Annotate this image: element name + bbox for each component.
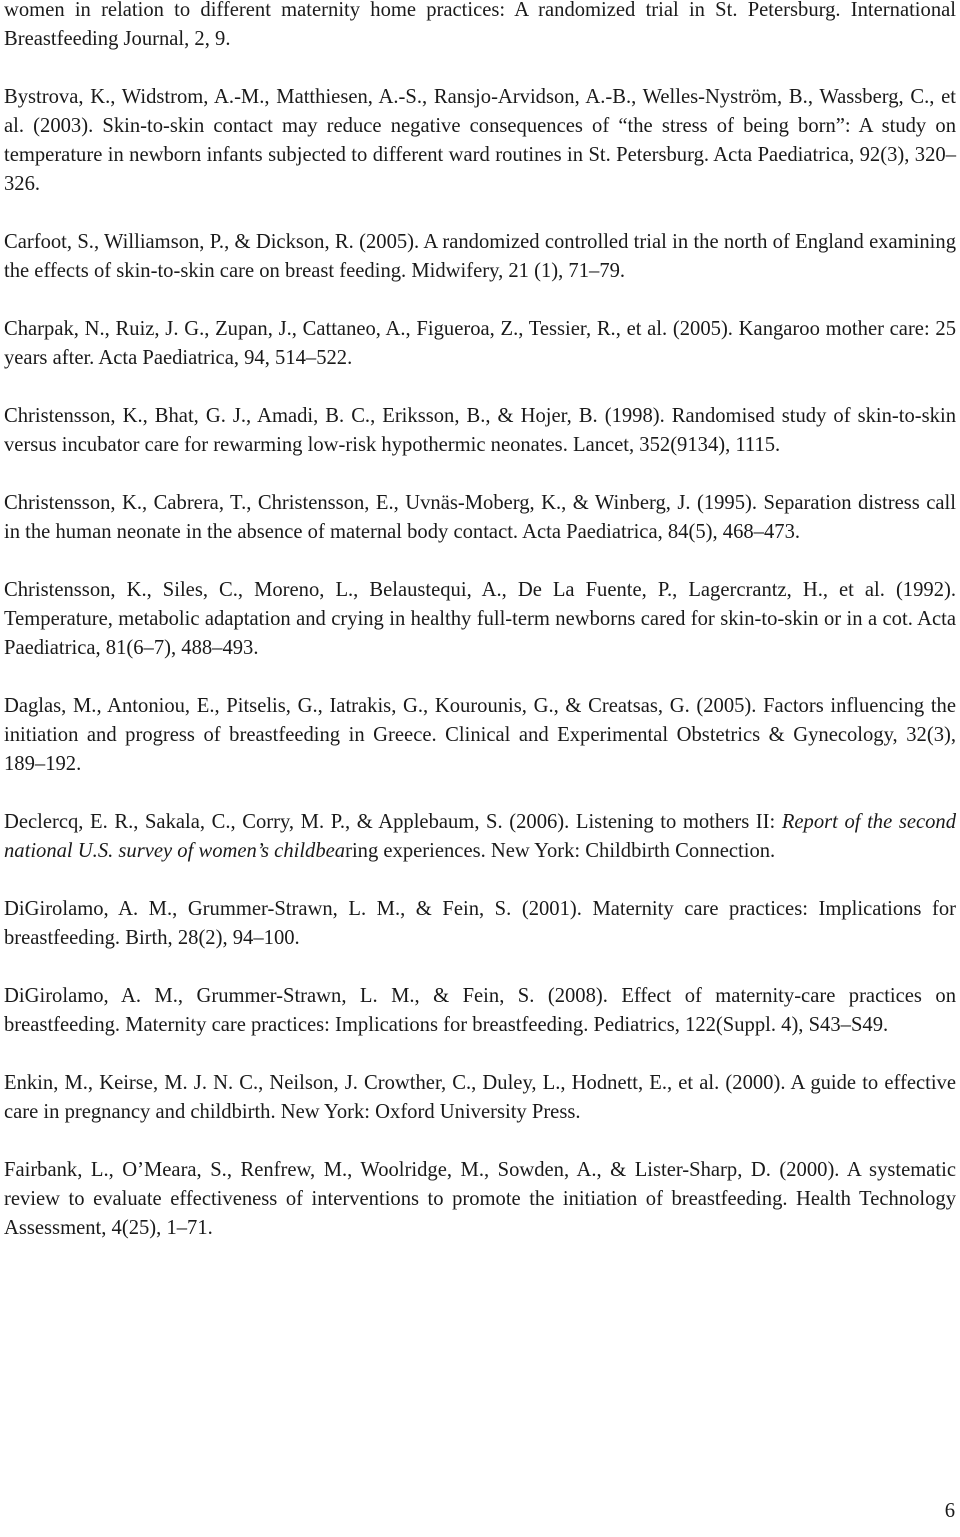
reference-entry: Fairbank, L., O’Meara, S., Renfrew, M., Woolridge, M., Sowden, A., & Lister-Sharp, D. (2000). A systematic review to evaluate effectiveness of interventions to promote the initiation of breastfeeding. Health Technology Assessment, 4(25), 1–71. [4, 1159, 956, 1239]
reference-entry: Christensson, K., Cabrera, T., Christensson, E., Uvnäs-Moberg, K., & Winberg, J. (1995). Separation distress call in the human neonate in the absence of maternal body contact. Acta Paediatrica, 84(5), 468–473. [4, 492, 956, 543]
reference-entry: Christensson, K., Bhat, G. J., Amadi, B. C., Eriksson, B., & Hojer, B. (1998). Randomised study of skin-to-skin versus incubator care for rewarming low-risk hypothermic neonates. Lancet, 352(9134), 1115. [4, 405, 956, 456]
reference-entry [4, 808, 956, 866]
reference-entry: Bystrova, K., Widstrom, A.-M., Matthiesen, A.-S., Ransjo-Arvidson, A.-B., Welles-Nyström, B., Wassberg, C., et al. (2003). Skin-to-skin contact may reduce negative consequences of “the stress of being born”: A study on temperature in newborn infants subjected to different ward routines in St. Petersburg. Acta Paediatrica, 92(3), 320–326. [4, 86, 956, 195]
reference-entry: DiGirolamo, A. M., Grummer-Strawn, L. M., & Fein, S. (2008). Effect of maternity-care practices on breastfeeding. Maternity care practices: Implications for breastfeeding. Pediatrics, 122(Suppl. 4), S43–S49. [4, 985, 956, 1036]
reference-entry: Christensson, K., Siles, C., Moreno, L., Belaustequi, A., De La Fuente, P., Lagercrantz, H., et al. (1992). Temperature, metabolic adaptation and crying in healthy full-term newborns cared for skin-to-skin or in a cot. Acta Paediatrica, 81(6–7), 488–493. [4, 579, 956, 659]
page-number: 6 [944, 1500, 955, 1522]
reference-entry: Charpak, N., Ruiz, J. G., Zupan, J., Cattaneo, A., Figueroa, Z., Tessier, R., et al. (2005). Kangaroo mother care: 25 years after. Acta Paediatrica, 94, 514–522. [4, 318, 956, 369]
reference-entry: Daglas, M., Antoniou, E., Pitselis, G., Iatrakis, G., Kourounis, G., & Creatsas, G. (2005). Factors influencing the initiation and progress of breastfeeding in Greece. Clinical and Experimental Obstetrics & Gynecology, 32(3), 189–192. [4, 695, 956, 775]
reference-list [4, 0, 956, 1243]
reference-entry: women in relation to different maternity home practices: A randomized trial in St. Petersburg. International Breastfeeding Journal, 2, 9. [4, 0, 956, 50]
reference-italic-title: Report of the second national U.S. survey of women’s childbea [4, 811, 957, 862]
reference-entry: Enkin, M., Keirse, M. J. N. C., Neilson, J. Crowther, C., Duley, L., Hodnett, E., et al. (2000). A guide to effective care in pregnancy and childbirth. New York: Oxford University Press. [4, 1072, 956, 1123]
reference-text: Declercq, E. R., Sakala, C., Corry, M. P., & Applebaum, S. (2006). Listening to mothers II: [4, 811, 782, 833]
reference-text: ring experiences. New York: Childbirth Connection. [345, 840, 776, 862]
reference-entry: Carfoot, S., Williamson, P., & Dickson, R. (2005). A randomized controlled trial in the north of England examining the effects of skin-to-skin care on breast feeding. Midwifery, 21 (1), 71–79. [4, 231, 956, 282]
reference-entry: DiGirolamo, A. M., Grummer-Strawn, L. M., & Fein, S. (2001). Maternity care practices: Implications for breastfeeding. Birth, 28(2), 94–100. [4, 898, 956, 949]
